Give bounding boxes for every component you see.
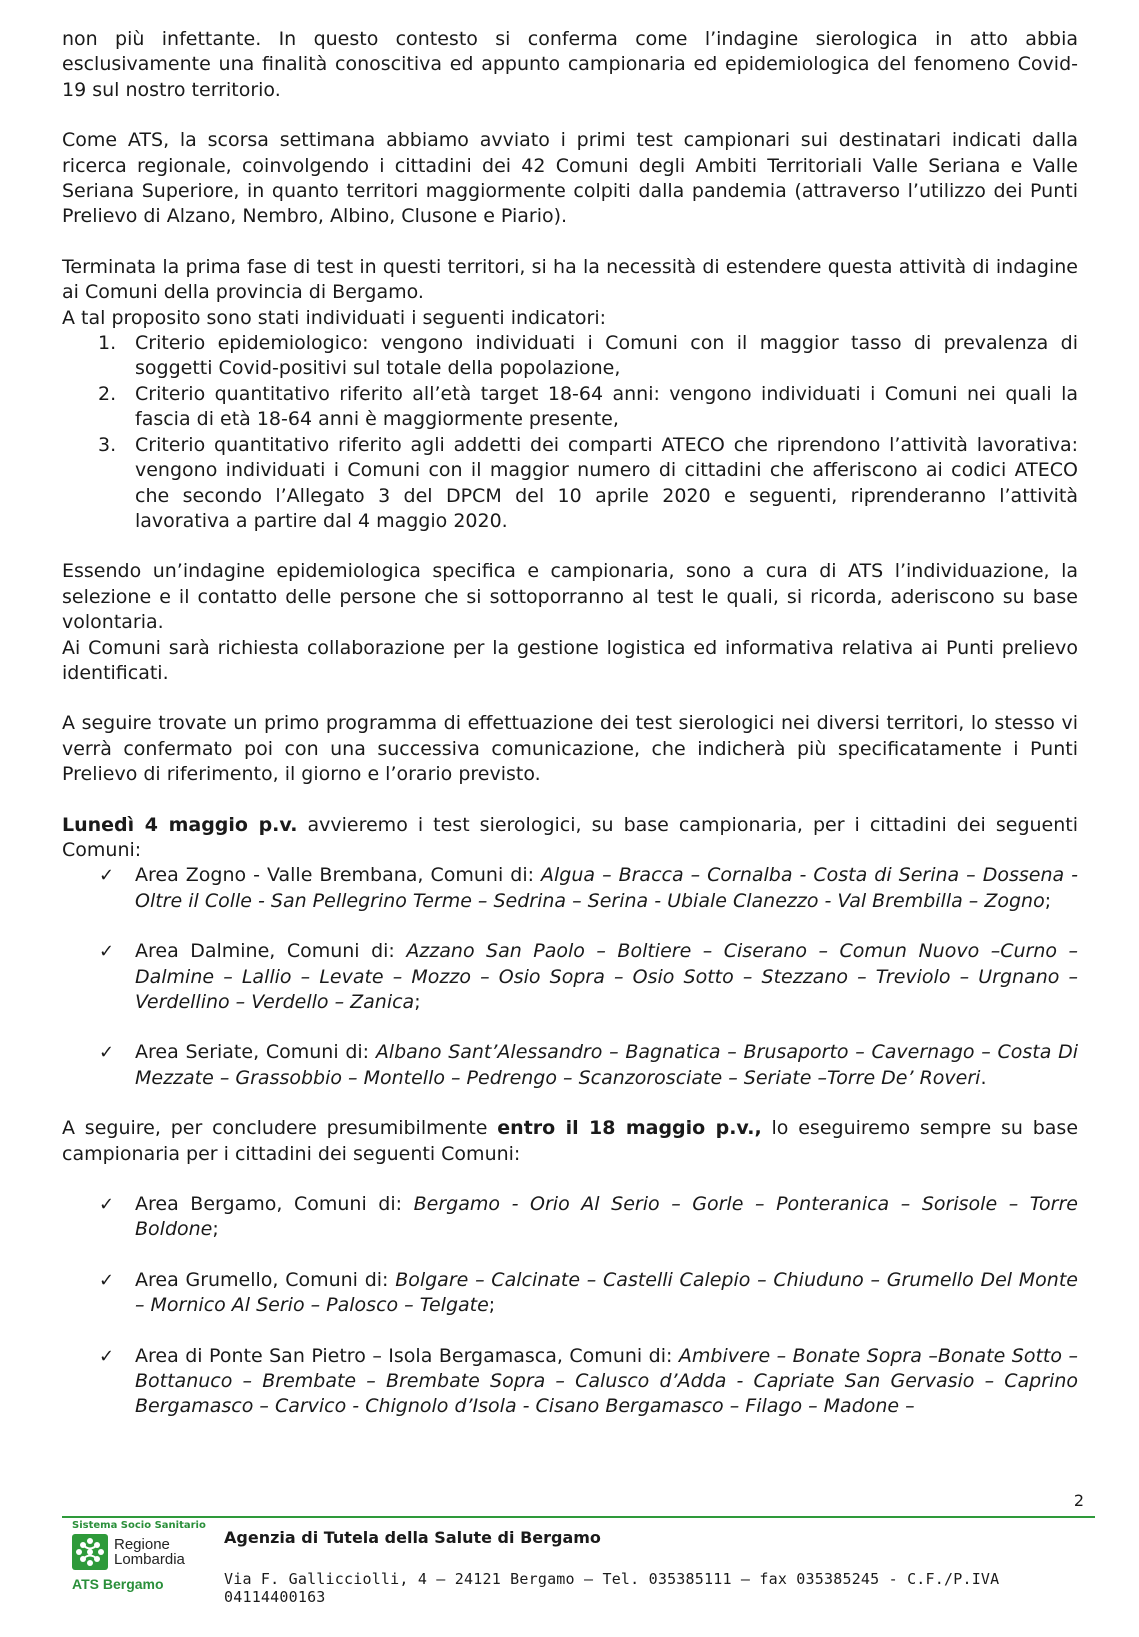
areas-first-list (62, 863, 1078, 1091)
paragraph-indicators-intro: A tal proposito sono stati individuati i seguenti indicatori: (62, 306, 607, 329)
area-towns: Bergamo - Orio Al Serio – Gorle – Ponteranica – Sorisole – Torre Boldone (135, 1193, 1078, 1241)
checkmark-icon: ✓ (99, 1194, 115, 1216)
area-towns: Algua – Bracca – Cornalba - Costa di Serina – Dossena - Oltre il Colle - San Pellegrino Terme – Sedrina – Serina - Ubiale Clanezzo - Val Brembilla – Zogno (135, 864, 1078, 912)
area-item (62, 1192, 1078, 1243)
area-label: Area Grumello, Comuni di: (135, 1268, 396, 1291)
footer (62, 1520, 1095, 1610)
checkmark-icon: ✓ (99, 1345, 115, 1367)
checkmark-icon: ✓ (99, 941, 115, 963)
criteria-text: Criterio quantitativo riferito all’età target 18-64 anni: vengono individuati i Comuni nei quali la fascia di età 18-64 anni è maggiormente presente, (135, 382, 1078, 431)
area-item (62, 939, 1078, 1015)
area-end-punct: ; (212, 1218, 219, 1241)
paragraph-municipalities-collaboration: Ai Comuni sarà richiesta collaborazione per la gestione logistica ed informativa relativa ai Punti prelievo identificati. (62, 636, 1078, 684)
area-label: Area Seriate, Comuni di: (135, 1041, 376, 1064)
criteria-number: 1. (98, 332, 117, 355)
area-item (62, 1268, 1078, 1319)
checkmark-icon: ✓ (99, 1269, 115, 1291)
area-label: Area Dalmine, Comuni di: (135, 940, 407, 963)
paragraph-epidemiological-survey: Essendo un’indagine epidemiologica specifica e campionaria, sono a cura di ATS l’individuazione, la selezione e il contatto delle persone che si sottoporranno al test le quali, si ricorda, aderiscono su base volontaria. (62, 560, 1078, 634)
second-phase-post: lo eseguiremo sempre su base campionaria per i cittadini dei seguenti Comuni: (62, 1117, 1079, 1165)
area-label: Area Zogno - Valle Brembana, Comuni di: (135, 864, 542, 887)
checkmark-icon: ✓ (99, 865, 115, 887)
ats-logo (72, 1520, 212, 1592)
area-label: Area di Ponte San Pietro – Isola Bergamasca, Comuni di: (135, 1344, 679, 1367)
page-number: 2 (1073, 1491, 1084, 1510)
area-label: Area Bergamo, Comuni di: (135, 1193, 414, 1216)
footer-address: Via F. Gallicciolli, 4 – 24121 Bergamo – Tel. 035385111 – fax 035385245 - C.F./P.IVA 04114400163 (224, 1570, 1000, 1606)
document-body (62, 27, 1078, 1420)
regione-lombardia-rosa-camuna-icon (72, 1534, 108, 1570)
paragraph-monday-start (62, 813, 1078, 864)
logo-region-line2: Lombardia (114, 1551, 185, 1568)
date-monday-bold: Lunedì 4 maggio p.v. (62, 813, 298, 836)
area-towns: Ambivere – Bonate Sopra –Bonate Sotto – Bottanuco – Brembate – Brembate Sopra – Calusco d’Adda - Capriate San Gervasio – Caprino Bergamasco – Carvico - Chignolo d’Isola - Cisano Bergamasco – Filago – Madone – (135, 1344, 1078, 1418)
paragraph-second-phase (62, 1116, 1078, 1167)
date-deadline-bold: entro il 18 maggio p.v., (497, 1117, 762, 1140)
criteria-text: Criterio epidemiologico: vengono individuati i Comuni con il maggior tasso di prevalenza di soggetti Covid-positivi sul totale della popolazione, (135, 332, 1078, 380)
logo-ats-label: ATS Bergamo (72, 1576, 164, 1592)
criteria-item (62, 331, 1078, 382)
area-towns: Albano Sant’Alessandro – Bagnatica – Brusaporto – Cavernago – Costa Di Mezzate – Grassobbio – Montello – Pedrengo – Scanzorosciate – Seriate –Torre De’ Roveri (135, 1041, 1078, 1089)
criteria-list (62, 331, 1078, 534)
criteria-item (62, 433, 1078, 535)
criteria-number: 3. (98, 433, 117, 456)
area-end-punct: ; (488, 1294, 496, 1317)
logo-region-line1: Regione (114, 1536, 170, 1553)
paragraph-extension: Terminata la prima fase di test in questi territori, si ha la necessità di estendere questa attività di indagine ai Comuni della provincia di Bergamo. (62, 255, 1078, 304)
logo-system-label: Sistema Socio Sanitario (72, 1520, 206, 1531)
area-item (62, 1344, 1078, 1420)
checkmark-icon: ✓ (99, 1042, 115, 1064)
paragraph-program: A seguire trovate un primo programma di effettuazione dei test sierologici nei diversi territori, lo stesso vi verrà confermato poi con una successiva comunicazione, che indicherà più specificatamente i Punti Prelievo di riferimento, il giorno e l’orario previsto. (62, 712, 1078, 786)
footer-agency-name: Agenzia di Tutela della Salute di Bergamo (224, 1528, 601, 1547)
area-item (62, 1040, 1078, 1091)
second-phase-pre: A seguire, per concludere presumibilmente (62, 1117, 498, 1140)
area-towns: Azzano San Paolo – Boltiere – Ciserano – Comun Nuovo –Curno – Dalmine – Lallio – Levate – Mozzo – Osio Sopra – Osio Sotto – Stezzano – Treviolo – Urgnano – Verdellino – Verdello – Zanica (135, 940, 1078, 1013)
paragraph-ats-first-tests: Come ATS, la scorsa settimana abbiamo avviato i primi test campionari sui destinatari indicati dalla ricerca regionale, coinvolgendo i cittadini dei 42 Comuni degli Ambiti Territoriali Valle Seriana e Valle Seriana Superiore, in quanto territori maggiormente colpiti dalla pandemia (attraverso l’utilizzo dei Punti Prelievo di Alzano, Nembro, Albino, Clusone e Piario). (62, 129, 1078, 228)
area-end-punct: . (980, 1066, 987, 1089)
monday-text: avvieremo i test sierologici, su base campionaria, per i cittadini dei seguenti Comuni: (62, 813, 1079, 861)
areas-second-list (62, 1192, 1078, 1420)
footer-divider (62, 1516, 1095, 1518)
criteria-item (62, 382, 1078, 433)
area-item (62, 863, 1078, 914)
area-towns: Bolgare – Calcinate – Castelli Calepio – Chiuduno – Grumello Del Monte – Mornico Al Serio – Palosco – Telgate (135, 1268, 1078, 1317)
paragraph-intro: non più infettante. In questo contesto si conferma come l’indagine sierologica in atto abbia esclusivamente una finalità conoscitiva ed appunto campionaria ed epidemiologica del fenomeno Covid-19 sul nostro territorio. (62, 28, 1078, 101)
area-end-punct: ; (414, 991, 421, 1013)
criteria-number: 2. (98, 382, 117, 405)
criteria-text: Criterio quantitativo riferito agli addetti dei comparti ATECO che riprendono l’attività lavorativa: vengono individuati i Comuni con il maggior numero di cittadini che afferiscono ai codici ATECO che secondo l’Allegato 3 del DPCM del 10 aprile 2020 e seguenti, riprenderanno l’attività lavorativa a partire dal 4 maggio 2020. (135, 433, 1078, 532)
area-end-punct: ; (1044, 889, 1052, 912)
